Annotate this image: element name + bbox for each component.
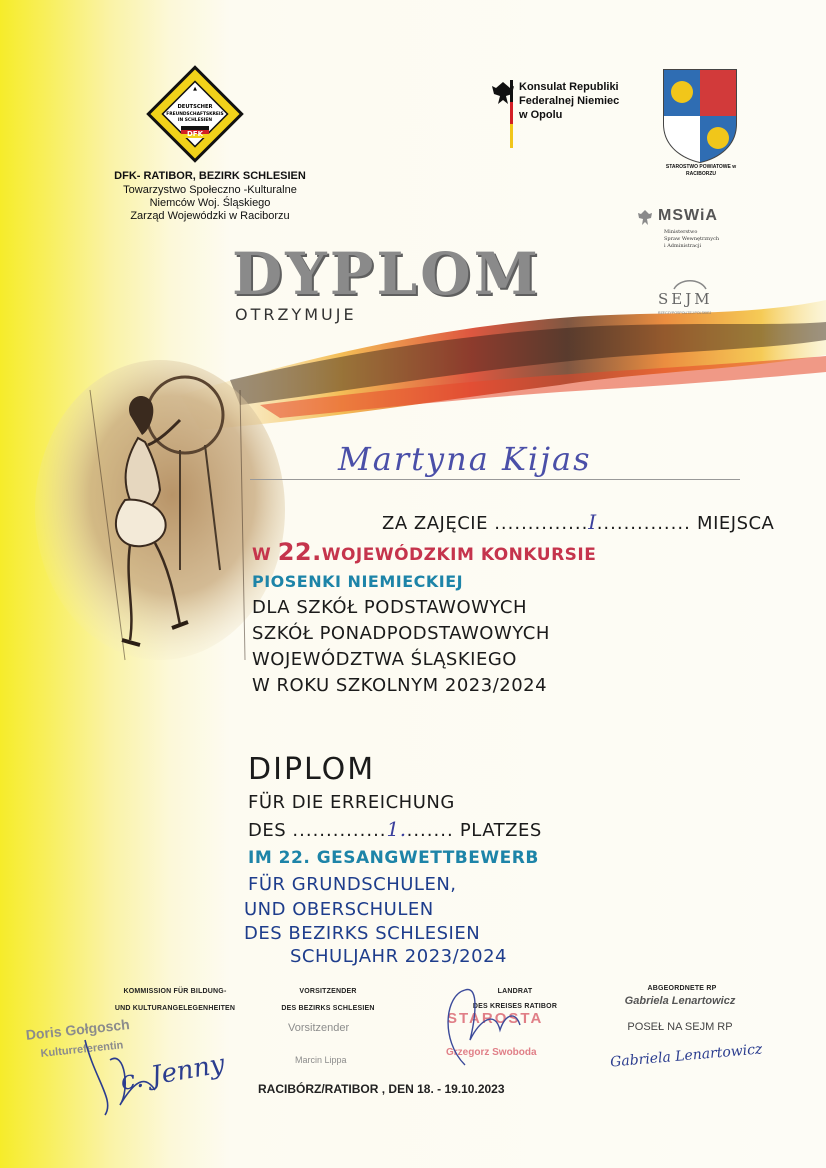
dfk-logo-text-1: DEUTSCHER	[177, 104, 213, 110]
contest-w: W	[252, 545, 272, 565]
mswia-caption	[664, 229, 719, 250]
contest-line-pl	[252, 538, 596, 566]
kommission-title-2: UND KULTURANGELEGENHEITEN	[114, 1005, 236, 1012]
dfk-subtitle-1: Towarzystwo Społeczno -Kulturalne	[123, 184, 297, 196]
landrat-signature-strokes	[420, 980, 540, 1070]
landrat-title-2: DES KREISES RATIBOR	[472, 1003, 558, 1010]
contest-line-de: IM 22. GESANGWETTBEWERB	[248, 848, 539, 868]
kommission-signature: c. Jenny	[118, 1049, 227, 1097]
place-dots-left: ..............	[494, 513, 589, 534]
dfk-subtitle-3: Zarząd Wojewódzki w Raciborzu	[130, 210, 290, 222]
landrat-name: Grzegorz Swoboda	[446, 1047, 537, 1058]
des-label: DES	[248, 820, 287, 841]
landrat-stamp: STAROSTA	[447, 1010, 544, 1027]
place-date: RACIBÓRZ/RATIBOR , DEN 18. - 19.10.2023	[258, 1082, 505, 1096]
dfk-logo-text-4: DFK	[186, 130, 204, 138]
sejm-logo: SEJM	[658, 290, 713, 308]
abgeordnete-title: ABGEORDNETE RP	[647, 985, 717, 992]
kommission-stamp-role: Kulturreferentin	[40, 1039, 124, 1060]
de-place-value: 1.	[386, 817, 407, 841]
konsulat-line-3: w Opolu	[519, 109, 563, 121]
de-year-line: SCHULJAHR 2023/2024	[290, 946, 507, 967]
school-line-1: DLA SZKÓŁ PODSTAWOWYCH	[252, 597, 528, 618]
place-line-de	[248, 817, 542, 841]
kommission-title-1: KOMMISSION FÜR BILDUNG-	[123, 988, 227, 995]
place-value: I	[588, 510, 597, 534]
konsulat-label	[519, 80, 659, 122]
dfk-name: DFK- RATIBOR, BEZIRK SCHLESIEN	[114, 170, 306, 182]
vorsitzender-name: Marcin Lippa	[295, 1055, 347, 1065]
school-line-3: WOJEWÓDZTWA ŚLĄSKIEGO	[252, 649, 517, 670]
starostwo-caption: STAROSTWO POWIATOWE w RACIBORZU	[665, 164, 737, 177]
de-dots-left: ..............	[292, 820, 387, 841]
school-line-2: SZKÓŁ PONADPODSTAWOWYCH	[252, 623, 550, 644]
abgeordnete-name: Gabriela Lenartowicz	[624, 995, 736, 1007]
dfk-logo-text-2: FREUNDSCHAFTSKREIS	[166, 112, 224, 117]
recipient-name: Martyna Kijas	[338, 440, 592, 478]
place-dots-right: ..............	[596, 513, 691, 534]
mswia-line-3: i Administracji	[664, 243, 702, 249]
place-prefix: ZA ZAJĘCIE	[382, 513, 488, 534]
abgeordnete-signature: Gabriela Lenartowicz	[609, 1041, 764, 1071]
abgeordnete-stamp: POSEŁ NA SEJM RP	[627, 1021, 733, 1033]
de-line-1: FÜR DIE ERREICHUNG	[248, 792, 455, 813]
de-school-line-3: DES BEZIRKS SCHLESIEN	[244, 923, 481, 944]
receives-label: OTRZYMUJE	[235, 305, 357, 324]
sejm-dome-icon	[672, 276, 708, 290]
kommission-signature-strokes	[75, 1020, 235, 1120]
dfk-logo	[145, 64, 245, 164]
de-school-line-1: FÜR GRUNDSCHULEN,	[248, 874, 457, 895]
coat-of-arms	[660, 68, 740, 164]
mswia-line-2: Spraw Wewnętrznych	[664, 236, 720, 242]
vorsitzender-title-1: VORSITZENDER	[299, 988, 357, 995]
mswia-line-1: Ministerstwo	[664, 229, 698, 235]
place-line-pl	[382, 510, 774, 534]
place-suffix: MIEJSCA	[697, 513, 775, 534]
contest-number: 22.	[277, 538, 322, 566]
diplom-title-de: DIPLOM	[248, 752, 376, 787]
sejm-caption: RZECZYPOSPOLITEJ POLSKIEJ	[658, 311, 712, 315]
school-line-4: W ROKU SZKOLNYM 2023/2024	[252, 675, 548, 696]
dfk-logo-text-3: IN SCHLESIEN	[177, 118, 213, 123]
dfk-subtitle-2: Niemców Woj. Śląskiego	[149, 197, 271, 209]
diploma-title: DYPLOM	[232, 240, 541, 308]
vorsitzender-stamp: Vorsitzender	[288, 1022, 350, 1034]
landrat-title-1: LANDRAT	[497, 988, 533, 995]
de-dots-right: .......	[406, 820, 454, 841]
name-underline	[250, 479, 740, 480]
dfk-logo-eagle: ▲	[193, 86, 197, 92]
contest-rest: WOJEWÓDZKIM KONKURSIE	[321, 545, 597, 565]
kommission-stamp-name: Doris Gołgosch	[25, 1016, 131, 1043]
konsulat-line-2: Federalnej Niemiec	[519, 95, 620, 107]
polish-eagle-icon	[637, 209, 653, 227]
konsulat-line-1: Konsulat Republiki	[519, 81, 619, 93]
singer-illustration	[30, 360, 290, 670]
vorsitzender-title-2: DES BEZIRKS SCHLESIEN	[281, 1005, 375, 1012]
platzes-label: PLATZES	[459, 820, 542, 841]
de-school-line-2: UND OBERSCHULEN	[244, 899, 434, 920]
contest-line2-pl: PIOSENKI NIEMIECKIEJ	[252, 572, 464, 591]
german-eagle-icon	[490, 78, 516, 150]
mswia-logo: MSWiA	[658, 207, 718, 224]
